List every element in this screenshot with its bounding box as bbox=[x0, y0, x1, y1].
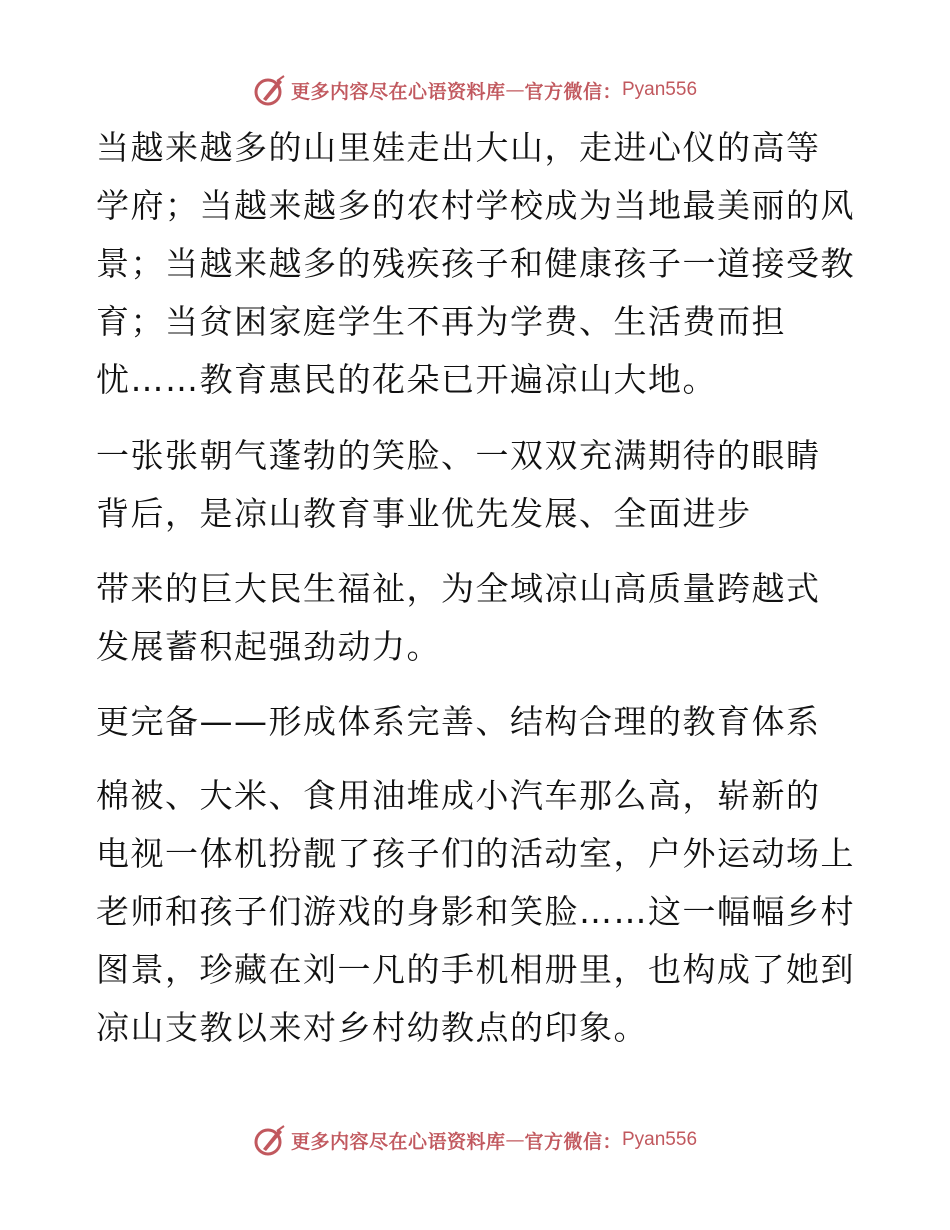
quill-pen-circle-icon bbox=[253, 1123, 287, 1157]
watermark-wechat-id: Pyan556 bbox=[622, 79, 698, 100]
text-line: 一张张朝气蓬勃的笑脸、一双双充满期待的眼睛 bbox=[96, 436, 821, 475]
text-line: 电视一体机扮靓了孩子们的活动室，户外运动场上 bbox=[96, 834, 855, 873]
text-line: 老师和孩子们游戏的身影和笑脸……这一幅幅乡村 bbox=[96, 892, 855, 931]
text-line: 景；当越来越多的残疾孩子和健康孩子一道接受教 bbox=[96, 244, 855, 283]
watermark-wechat-label: 官方微信： bbox=[524, 80, 622, 103]
text-line: 背后，是凉山教育事业优先发展、全面进步 bbox=[96, 494, 752, 533]
watermark-text: 更多内容尽在心语资料库 bbox=[290, 80, 506, 103]
watermark-text: 更多内容尽在心语资料库 bbox=[290, 1130, 506, 1153]
header-watermark bbox=[0, 70, 950, 110]
text-line: 学府；当越来越多的农村学校成为当地最美丽的风 bbox=[96, 186, 855, 225]
text-line: 当越来越多的山里娃走出大山，走进心仪的高等 bbox=[96, 128, 821, 167]
watermark-wechat-id: Pyan556 bbox=[622, 1129, 698, 1150]
text-line: 棉被、大米、食用油堆成小汽车那么高，崭新的 bbox=[96, 776, 821, 815]
text-line: 育；当贫困家庭学生不再为学费、生活费而担 bbox=[96, 302, 786, 341]
watermark-separator: — bbox=[505, 79, 525, 101]
footer-watermark bbox=[0, 1120, 950, 1160]
text-line: 发展蓄积起强劲动力。 bbox=[96, 627, 441, 666]
text-line: 更完备——形成体系完善、结构合理的教育体系 bbox=[96, 702, 821, 741]
text-line: 带来的巨大民生福祉，为全域凉山高质量跨越式 bbox=[96, 569, 821, 608]
text-line: 图景，珍藏在刘一凡的手机相册里，也构成了她到 bbox=[96, 950, 855, 989]
text-line: 凉山支教以来对乡村幼教点的印象。 bbox=[96, 1008, 648, 1047]
text-line: 忧……教育惠民的花朵已开遍凉山大地。 bbox=[96, 360, 717, 399]
quill-pen-circle-icon bbox=[253, 73, 287, 107]
watermark-wechat-label: 官方微信： bbox=[524, 1130, 622, 1153]
watermark-separator: — bbox=[505, 1129, 525, 1151]
